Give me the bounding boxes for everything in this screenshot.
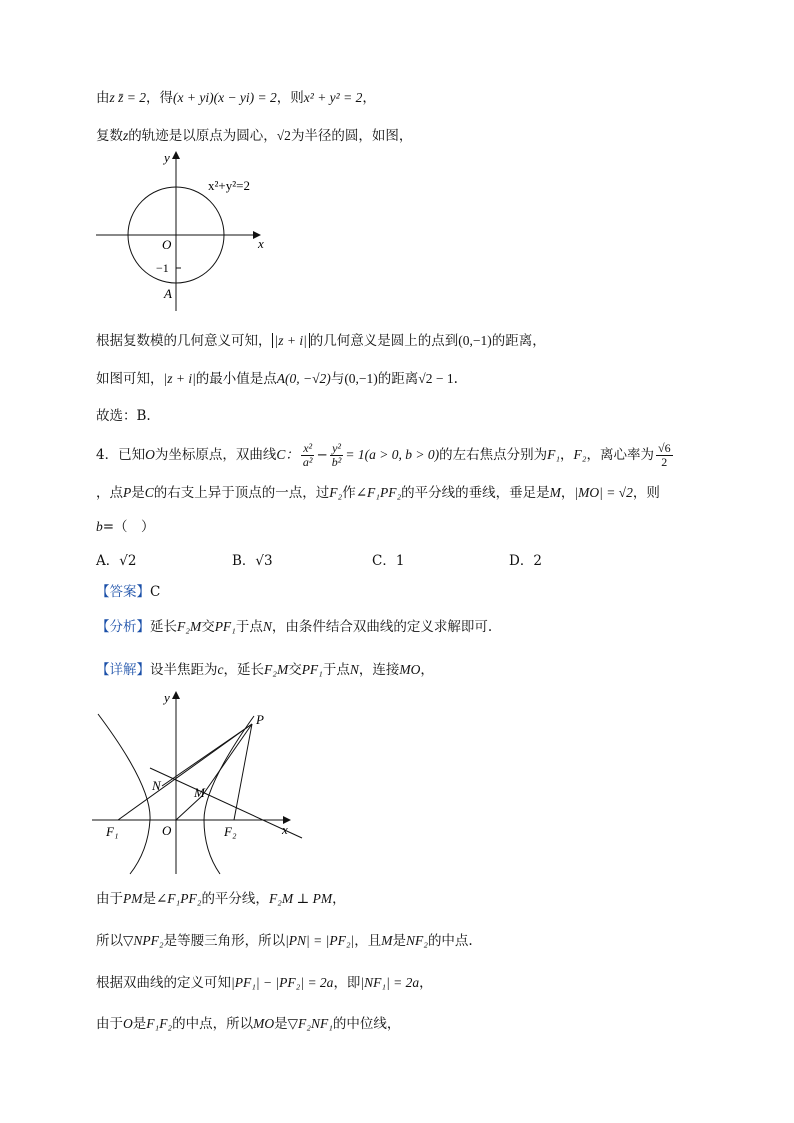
text: 的最小值是点 — [195, 371, 277, 387]
text: 由于 — [96, 891, 123, 907]
math: PM — [123, 891, 143, 906]
denominator: a² — [302, 455, 313, 469]
text: ，延长 — [223, 662, 264, 678]
math: ▽F₂NF₁ — [287, 1016, 333, 1031]
math: MO — [399, 662, 421, 677]
text: . — [453, 371, 458, 387]
numerator: x² — [301, 442, 315, 456]
math: C — [144, 485, 154, 500]
text: 4．已知 — [96, 447, 146, 463]
text: ， — [419, 975, 433, 991]
math: M — [549, 485, 561, 500]
text: 为半径的圆，如图， — [290, 128, 413, 144]
point-m-label: M — [194, 785, 205, 800]
question-4-line-3 — [96, 517, 155, 537]
math: |NF₁| = 2a — [360, 975, 420, 990]
text: 如图可知， — [96, 371, 164, 387]
left-branch — [98, 714, 150, 874]
math: F₂M — [177, 619, 202, 634]
text: 是 — [142, 891, 156, 907]
math: PF₁ — [301, 662, 323, 677]
answer-tag: 【答案】 — [96, 584, 150, 600]
math: (0,−1) — [458, 333, 492, 348]
math: = 1(a > 0, b > 0) — [345, 447, 440, 462]
detail-tag: 【详解】 — [96, 662, 150, 678]
math: b — [96, 519, 103, 534]
text: =（ ） — [102, 519, 155, 535]
text: ，即 — [333, 975, 361, 991]
detail-line-2 — [96, 889, 346, 909]
text: 的几何意义是圆上的点到 — [309, 333, 459, 349]
math: |PF₁| − |PF₂| = 2a — [231, 975, 334, 990]
text: 根据复数模的几何意义可知， — [96, 333, 272, 349]
answer-options — [96, 551, 696, 571]
text: 的平分线的垂线，垂足是 — [401, 485, 550, 501]
solution-line-3 — [96, 331, 546, 351]
text: 的中点，所以 — [172, 1016, 254, 1032]
text: 于点 — [322, 662, 350, 678]
text: 由 — [96, 90, 110, 106]
line-p-f2 — [234, 724, 252, 820]
point-n-label: N — [152, 778, 161, 793]
math: N — [262, 619, 272, 634]
fraction — [330, 442, 344, 469]
math: x² + y² = 2 — [303, 90, 363, 105]
math: F₁ — [547, 447, 561, 462]
numerator: √6 — [658, 441, 671, 455]
solution-line-4 — [96, 369, 458, 389]
text: ，得 — [146, 90, 173, 106]
circle-figure — [94, 148, 284, 316]
text: ，由条件结合双曲线的定义求解即可. — [271, 619, 493, 635]
text: ， — [560, 447, 574, 463]
text: 的轨迹是以原点为圆心， — [128, 128, 277, 144]
f1-label: F₁ — [106, 824, 119, 839]
math: c — [217, 662, 224, 677]
text: 是 — [131, 485, 145, 501]
text: 的中点. — [427, 933, 473, 949]
detail-line-5 — [96, 1014, 400, 1034]
math: |MO| = √2 — [574, 485, 633, 500]
text: 于点 — [235, 619, 263, 635]
y-label: y — [164, 690, 170, 705]
analysis-tag: 【分析】 — [96, 619, 150, 635]
text: ，离心率为 — [586, 447, 654, 463]
detail-line — [96, 660, 434, 680]
text: 交 — [201, 619, 215, 635]
f2-label: F₂ — [224, 824, 237, 839]
x-label: x — [282, 822, 288, 837]
question-4-line-2 — [96, 483, 660, 503]
answer-line — [96, 582, 160, 602]
text: 是 — [132, 1016, 147, 1032]
text: 复数 — [96, 128, 123, 144]
math: F₂ — [573, 447, 587, 462]
option-a: A．√2 — [96, 553, 137, 569]
math: PF₁ — [214, 619, 236, 634]
question-4-line-1 — [96, 440, 675, 470]
text: ， — [362, 90, 376, 106]
text: ， — [420, 662, 434, 678]
option-c: C．1 — [372, 553, 405, 569]
math: F₂M ⊥ PM — [268, 891, 333, 906]
circle-equation: x²+y²=2 — [208, 178, 250, 193]
text: 延长 — [150, 619, 177, 635]
math: F₂M — [264, 662, 289, 677]
math: |z + i| — [163, 371, 196, 386]
x-label: x — [258, 236, 264, 251]
detail-line-3 — [96, 931, 473, 951]
math: ▽NPF₂ — [123, 933, 164, 948]
math: P — [123, 485, 132, 500]
math: |z + i| — [272, 333, 310, 348]
text: 与 — [330, 371, 345, 387]
analysis-line — [96, 617, 492, 637]
solution-line-5: 故选：B. — [96, 408, 151, 424]
math: C： — [276, 447, 299, 462]
option-b: B．√3 — [232, 553, 273, 569]
text: 根据双曲线的定义可知 — [96, 975, 231, 991]
math: A(0, −√2) — [276, 371, 331, 386]
text: ，连接 — [358, 662, 400, 678]
text: 所以 — [96, 933, 123, 949]
denominator: b² — [331, 455, 342, 469]
math: F₁F₂ — [146, 1016, 173, 1031]
text: ，且 — [354, 933, 382, 949]
origin-label: O — [162, 823, 172, 838]
option-d: D．2 — [509, 553, 542, 569]
text: 的右支上异于顶点的一点，过 — [153, 485, 330, 501]
detail-line-4 — [96, 973, 433, 993]
text: ，则 — [276, 90, 304, 106]
text: 由于 — [96, 1016, 123, 1032]
math: O — [123, 1016, 133, 1031]
math: ∠F₁PF₂ — [355, 485, 402, 500]
math: |PN| = |PF₂| — [285, 933, 355, 948]
denominator: 2 — [661, 455, 668, 469]
text: 为坐标原点，双曲线 — [154, 447, 277, 463]
math: − — [316, 447, 328, 463]
answer-value: C — [150, 584, 161, 600]
math: √2 − 1 — [418, 371, 454, 386]
line-p-m — [202, 724, 252, 796]
solution-line-1 — [96, 88, 376, 108]
point-a-label: A — [164, 286, 172, 301]
fraction — [656, 442, 673, 469]
math: (0,−1) — [344, 371, 378, 386]
solution-line-2 — [96, 126, 412, 146]
minus-one-label: −1 — [156, 261, 169, 275]
text: 是 — [392, 933, 406, 949]
text: 的左右焦点分别为 — [439, 447, 548, 463]
text: 是 — [274, 1016, 288, 1032]
math: O — [145, 447, 155, 462]
math: N — [349, 662, 359, 677]
math: M — [381, 933, 393, 948]
math: (x + yi)(x − yi) = 2 — [173, 90, 277, 105]
text: ， — [332, 891, 346, 907]
math: z z̄ = 2 — [109, 90, 146, 105]
text: ，则 — [632, 485, 660, 501]
text: 是等腰三角形，所以 — [163, 933, 286, 949]
math: √2 — [276, 128, 291, 143]
text: 交 — [288, 662, 302, 678]
hyperbola-figure — [92, 686, 304, 876]
text: 的距离， — [491, 333, 546, 349]
math: F₂ — [329, 485, 343, 500]
text: 的距离 — [377, 371, 419, 387]
math: z — [123, 128, 129, 143]
text: ，点 — [96, 485, 123, 501]
text: 的平分线， — [201, 891, 269, 907]
origin-label: O — [162, 237, 172, 252]
y-label: y — [164, 150, 170, 165]
text: 作 — [342, 485, 356, 501]
fraction — [301, 442, 315, 469]
text: 设半焦距为 — [150, 662, 218, 678]
math: ∠F₁PF₂ — [156, 891, 202, 906]
math: NF₂ — [405, 933, 428, 948]
math: MO — [253, 1016, 275, 1031]
text: ， — [560, 485, 575, 501]
numerator: y² — [330, 442, 344, 456]
text: 的中位线， — [332, 1016, 401, 1032]
point-p-label: P — [256, 712, 264, 727]
